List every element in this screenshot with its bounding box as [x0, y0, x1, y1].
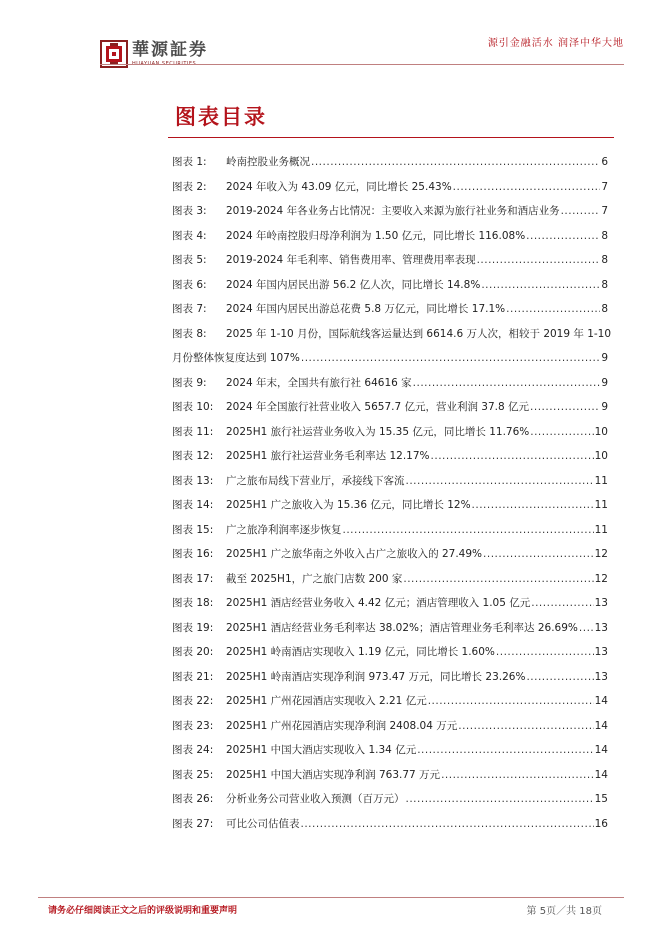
toc-entry-page: 15 [594, 793, 608, 805]
toc-entry-leader [472, 493, 594, 518]
toc-entry-title: 2019-2024 年毛利率、销售费用率、管理费用率表现 [226, 254, 476, 266]
toc-entry-title: 2024 年全国旅行社营业收入 5657.7 亿元，营业利润 37.8 亿元 [226, 401, 530, 413]
toc-entry-label: 图表 6: [172, 278, 207, 291]
toc-entry-page: 9 [601, 376, 608, 389]
toc-entry-leader [431, 444, 594, 469]
toc-entry-label: 图表 1: [172, 156, 207, 168]
toc-entry-leader [417, 738, 593, 763]
toc-entry-leader [406, 787, 594, 812]
toc-entry-title: 岭南控股业务概况 [226, 156, 310, 168]
toc-entry-leader [481, 273, 600, 298]
toc-entry-page: 10 [594, 450, 608, 462]
toc-entry-page: 11 [594, 474, 608, 487]
toc-entry-title: 2025H1 广之旅收入为 15.36 亿元，同比增长 12% [226, 499, 471, 511]
toc-entry-title: 2025H1 旅行社运营业务收入为 15.35 亿元，同比增长 11.76% [226, 425, 530, 438]
toc-entry-title: 2024 年国内居民出游 56.2 亿人次，同比增长 14.8% [226, 278, 481, 291]
toc-entry-label: 图表 13: [172, 474, 214, 487]
toc-entry-label: 图表 12: [172, 450, 214, 462]
toc-entry[interactable] [172, 199, 608, 224]
toc-entry[interactable] [172, 224, 608, 249]
toc-entry-leader [343, 518, 594, 543]
toc-entry-label: 图表 10: [172, 401, 214, 413]
toc-entry[interactable] [172, 493, 608, 518]
toc-entry-label: 图表 27: [172, 817, 214, 830]
toc-entry-leader [483, 542, 594, 567]
toc-entry-page: 16 [594, 817, 608, 830]
toc-entry-title: 广之旅布局线下营业厅，承接线下客流 [226, 474, 405, 487]
toc-entry-title: 2024 年收入为 43.09 亿元，同比增长 25.43% [226, 180, 452, 193]
toc-entry-label: 图表 23: [172, 719, 214, 732]
toc-entry-leader [531, 591, 593, 616]
toc-entry[interactable] [172, 812, 608, 837]
page-title: 图表目录 [175, 105, 267, 129]
page-header [0, 0, 662, 76]
toc-entry-page: 13 [594, 670, 608, 683]
footer-disclaimer: 请务必仔细阅读正文之后的评级说明和重要声明 [48, 906, 238, 916]
toc-entry-label: 图表 20: [172, 646, 214, 658]
toc-entry-page: 11 [594, 499, 608, 511]
toc-entry-label: 图表 24: [172, 744, 214, 756]
toc-entry-page: 9 [601, 352, 608, 364]
toc-entry-label: 图表 4: [172, 229, 207, 242]
toc-entry-title: 广之旅净利润率逐步恢复 [226, 523, 342, 536]
toc-entry-leader [530, 420, 593, 445]
toc-entry-leader [406, 469, 594, 494]
toc-entry[interactable] [172, 469, 608, 494]
toc-entry[interactable] [172, 518, 608, 543]
toc-entry-page: 14 [594, 695, 608, 707]
toc-entry-label: 图表 22: [172, 695, 214, 707]
toc-entry-leader [301, 346, 600, 371]
toc-entry[interactable] [172, 150, 608, 175]
toc-entry[interactable] [172, 763, 608, 788]
toc-entry-label: 图表 19: [172, 621, 214, 634]
toc-entry[interactable] [172, 248, 608, 273]
toc-entry-page: 9 [601, 401, 608, 413]
company-logo [100, 40, 208, 72]
toc-entry-leader [526, 224, 600, 249]
toc-entry-title: 2019-2024 年各业务占比情况：主要收入来源为旅行社业务和酒店业务 [226, 205, 560, 217]
toc-entry-label: 图表 14: [172, 499, 214, 511]
toc-entry-label: 图表 11: [172, 425, 214, 438]
toc-entry-page: 6 [601, 156, 608, 168]
toc-entry-page: 14 [594, 744, 608, 756]
toc-entry-leader [530, 395, 600, 420]
toc-entry[interactable] [172, 714, 608, 739]
toc-entry-leader [506, 297, 600, 322]
toc-entry-leader [477, 248, 601, 273]
header-divider [100, 64, 624, 65]
toc-entry-page: 7 [601, 180, 608, 193]
toc-entry-label: 图表 25: [172, 768, 214, 781]
toc-entry-page: 13 [594, 621, 608, 634]
toc-entry-label: 图表 21: [172, 670, 214, 683]
toc-entry-leader [526, 665, 593, 690]
toc-entry-leader [441, 763, 594, 788]
toc-entry-page: 8 [601, 229, 608, 242]
toc-entry-title: 可比公司估值表 [226, 817, 300, 830]
toc-entry[interactable] [172, 420, 608, 445]
toc-entry-title: 2024 年岭南控股归母净利润为 1.50 亿元，同比增长 116.08% [226, 229, 526, 242]
toc-entry-leader [403, 567, 593, 592]
toc-entry-page: 8 [601, 303, 608, 315]
toc-entry[interactable] [172, 787, 608, 812]
toc-entry-leader [458, 714, 593, 739]
toc-entry[interactable] [172, 322, 612, 371]
toc-entry-leader [453, 175, 601, 200]
toc-entry-leader [496, 640, 594, 665]
toc-entry[interactable] [172, 665, 608, 690]
logo-chinese-name: 華源証券 [132, 40, 208, 60]
toc-entry-leader [579, 616, 594, 641]
toc-entry-label: 图表 9: [172, 376, 207, 389]
toc-entry-label: 图表 3: [172, 205, 207, 217]
toc-entry-title: 2025H1 岭南酒店实现收入 1.19 亿元，同比增长 1.60% [226, 646, 495, 658]
toc-entry-page: 8 [601, 254, 608, 266]
toc-entry[interactable] [172, 273, 608, 298]
toc-entry[interactable] [172, 640, 608, 665]
toc-entry-page: 14 [594, 719, 608, 732]
toc-entry-page: 13 [594, 646, 608, 658]
toc-entry-leader [428, 689, 594, 714]
toc-entry-page: 13 [594, 597, 608, 609]
toc-entry-title: 分析业务公司营业收入预测（百万元） [226, 793, 405, 805]
footer-divider [38, 897, 624, 898]
toc-entry[interactable] [172, 371, 608, 396]
toc-entry-label: 图表 26: [172, 793, 214, 805]
toc-entry[interactable] [172, 616, 608, 641]
toc-entry-title: 2025H1 中国大酒店实现净利润 763.77 万元 [226, 768, 441, 781]
toc-entry-leader [561, 199, 601, 224]
toc-entry-title: 2025 年 1-10 月份，国际航线客运量达到 6614.6 万人次，相较于 2019 年 1-10 [226, 327, 612, 340]
toc-entry-title: 2025H1 广州花园酒店实现收入 2.21 亿元 [226, 695, 427, 707]
toc-entry-label: 图表 7: [172, 303, 207, 315]
toc-entry-title: 截至 2025H1，广之旅门店数 200 家 [226, 572, 403, 585]
toc-entry-label: 图表 15: [172, 523, 214, 536]
toc-entry[interactable] [172, 567, 608, 592]
toc-entry-leader [311, 150, 600, 175]
toc-entry[interactable] [172, 444, 608, 469]
toc-entry[interactable] [172, 689, 608, 714]
toc-entry-title-continued: 月份整体恢复度达到 107% [172, 352, 300, 364]
toc-entry-page: 7 [601, 205, 608, 217]
toc-entry-leader [413, 371, 601, 396]
toc-entry-page: 12 [594, 548, 608, 560]
toc-entry[interactable] [172, 591, 608, 616]
toc-entry-title: 2024 年国内居民出游总花费 5.8 万亿元，同比增长 17.1% [226, 303, 506, 315]
table-of-figures [172, 150, 612, 836]
footer-page-info: 第 5页／共 18页 [526, 906, 602, 917]
toc-entry-title: 2025H1 酒店经营业务收入 4.42 亿元；酒店管理收入 1.05 亿元 [226, 597, 531, 609]
toc-entry[interactable] [172, 297, 608, 322]
toc-entry[interactable] [172, 738, 608, 763]
title-divider [168, 137, 614, 138]
toc-entry-title: 2025H1 广州花园酒店实现净利润 2408.04 万元 [226, 719, 458, 732]
toc-entry-label: 图表 8: [172, 327, 207, 340]
header-slogan: 源引金融活水 润泽中华大地 [487, 38, 624, 49]
toc-entry-leader [301, 812, 594, 837]
toc-entry-page: 12 [594, 572, 608, 585]
toc-entry-label: 图表 18: [172, 597, 214, 609]
toc-entry-page: 8 [601, 278, 608, 291]
toc-entry-page: 14 [594, 768, 608, 781]
toc-entry-page: 10 [594, 425, 608, 438]
toc-entry[interactable] [172, 395, 608, 420]
toc-entry-title: 2025H1 酒店经营业务毛利率达 38.02%；酒店管理业务毛利率达 26.69% [226, 621, 578, 634]
toc-entry-title: 2025H1 广之旅华南之外收入占广之旅收入的 27.49% [226, 548, 483, 560]
toc-entry[interactable] [172, 542, 608, 567]
toc-entry[interactable] [172, 175, 608, 200]
toc-entry-title: 2024 年末，全国共有旅行社 64616 家 [226, 376, 412, 389]
toc-entry-label: 图表 2: [172, 180, 207, 193]
toc-entry-label: 图表 5: [172, 254, 207, 266]
toc-entry-title: 2025H1 旅行社运营业务毛利率达 12.17% [226, 450, 430, 462]
toc-entry-label: 图表 17: [172, 572, 214, 585]
toc-entry-title: 2025H1 中国大酒店实现收入 1.34 亿元 [226, 744, 417, 756]
toc-entry-title: 2025H1 岭南酒店实现净利润 973.47 万元，同比增长 23.26% [226, 670, 526, 683]
toc-entry-label: 图表 16: [172, 548, 214, 560]
toc-entry-page: 11 [594, 523, 608, 536]
